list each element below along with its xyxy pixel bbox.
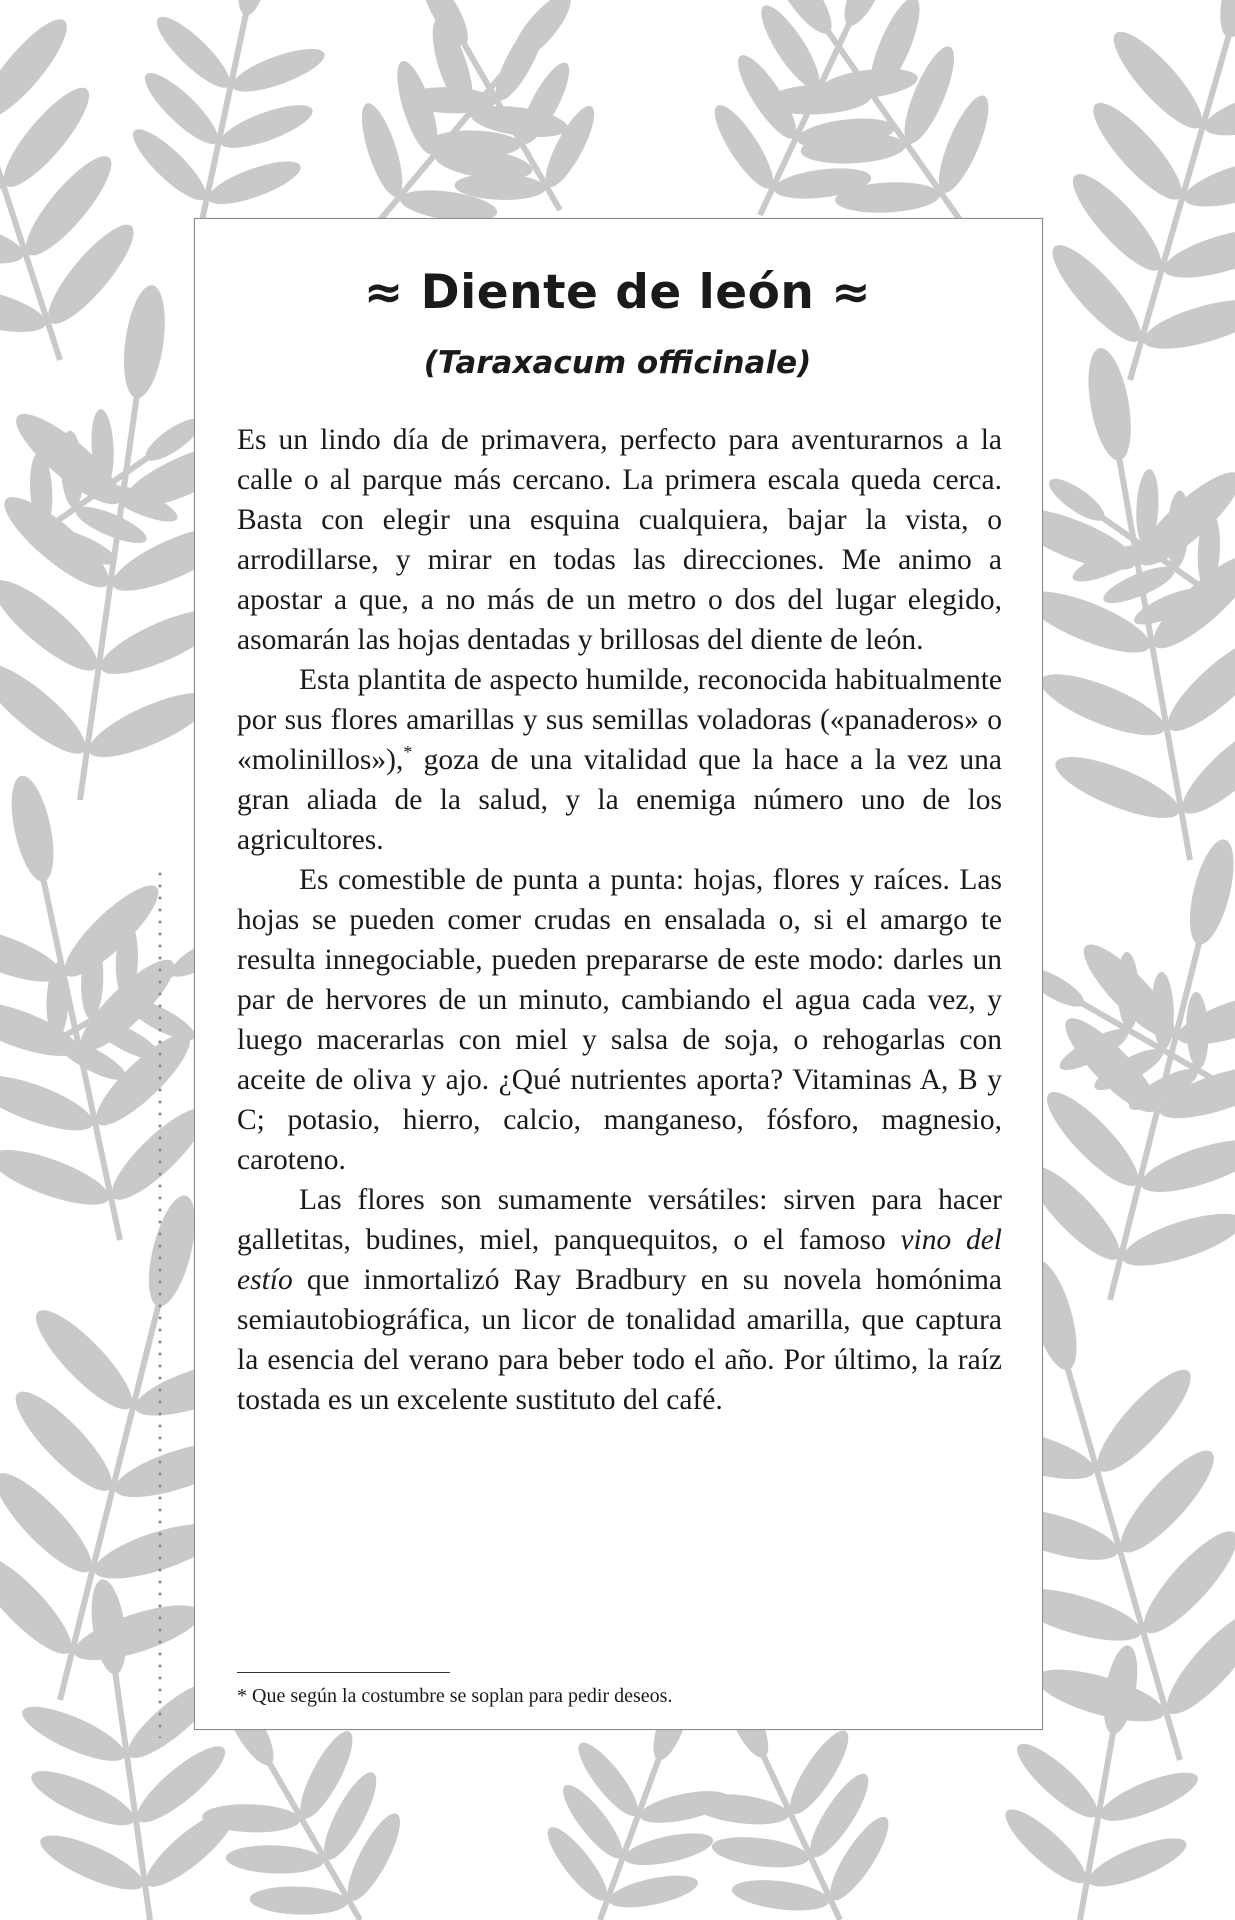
footnote: * Que según la costumbre se soplan para pedir deseos. [237, 1685, 673, 1707]
paragraph-1: Es un lindo día de primavera, perfecto para aventurarnos a la calle o al parque más cercano. La primera escala queda cerca. Basta con elegir una esquina cualquiera, bajar la vista, o arrodillarse, y mirar en todas las direcciones. Me animo a apostar a que, a no más de un metro o dos del lugar elegido, asomarán las hojas dentadas y brillosas del diente de león. [237, 424, 1002, 656]
book-title: vino del estío [237, 1224, 1002, 1296]
page-title: ≈ Diente de león ≈ [363, 265, 872, 320]
paragraph-2: Esta plantita de aspecto humilde, reconocida habitualmente por sus flores amarillas y sus semillas voladoras («panaderos» o «molinillos»),* goza de una vitalidad que la hace a la vez una gran aliada de la salud, y la enemiga número uno de los agricultores. [237, 664, 1002, 856]
paragraph-4: Las flores son sumamente versátiles: sirven para hacer galletitas, budines, miel, panquequitos, o el famoso vino del estío que inmortalizó Ray Bradbury en su novela homónima semiautobiográfica, un licor de tonalidad amarilla, que captura la esencia del verano para beber todo el año. Por último, la raíz tostada es un excelente sustituto del café. [237, 1184, 1002, 1416]
footnote-marker: * [403, 742, 413, 763]
footnote-rule [237, 1672, 450, 1673]
dotted-margin-line [158, 868, 162, 1738]
scientific-name: (Taraxacum officinale) [423, 345, 812, 381]
paragraph-3: Es comestible de punta a punta: hojas, flores y raíces. Las hojas se pueden comer crudas en ensalada o, si el amargo te resulta innegociable, pueden prepararse de este modo: darles un par de hervores de un minuto, cambiando el agua cada vez, y luego macerarlas con miel y salsa de soja, o rehogarlas con aceite de oliva y ajo. ¿Qué nutrientes aporta? Vitaminas A, B y C; potasio, hierro, calcio, manganeso, fósforo, magnesio, caroteno. [237, 864, 1002, 1176]
body-text [237, 420, 1002, 1420]
